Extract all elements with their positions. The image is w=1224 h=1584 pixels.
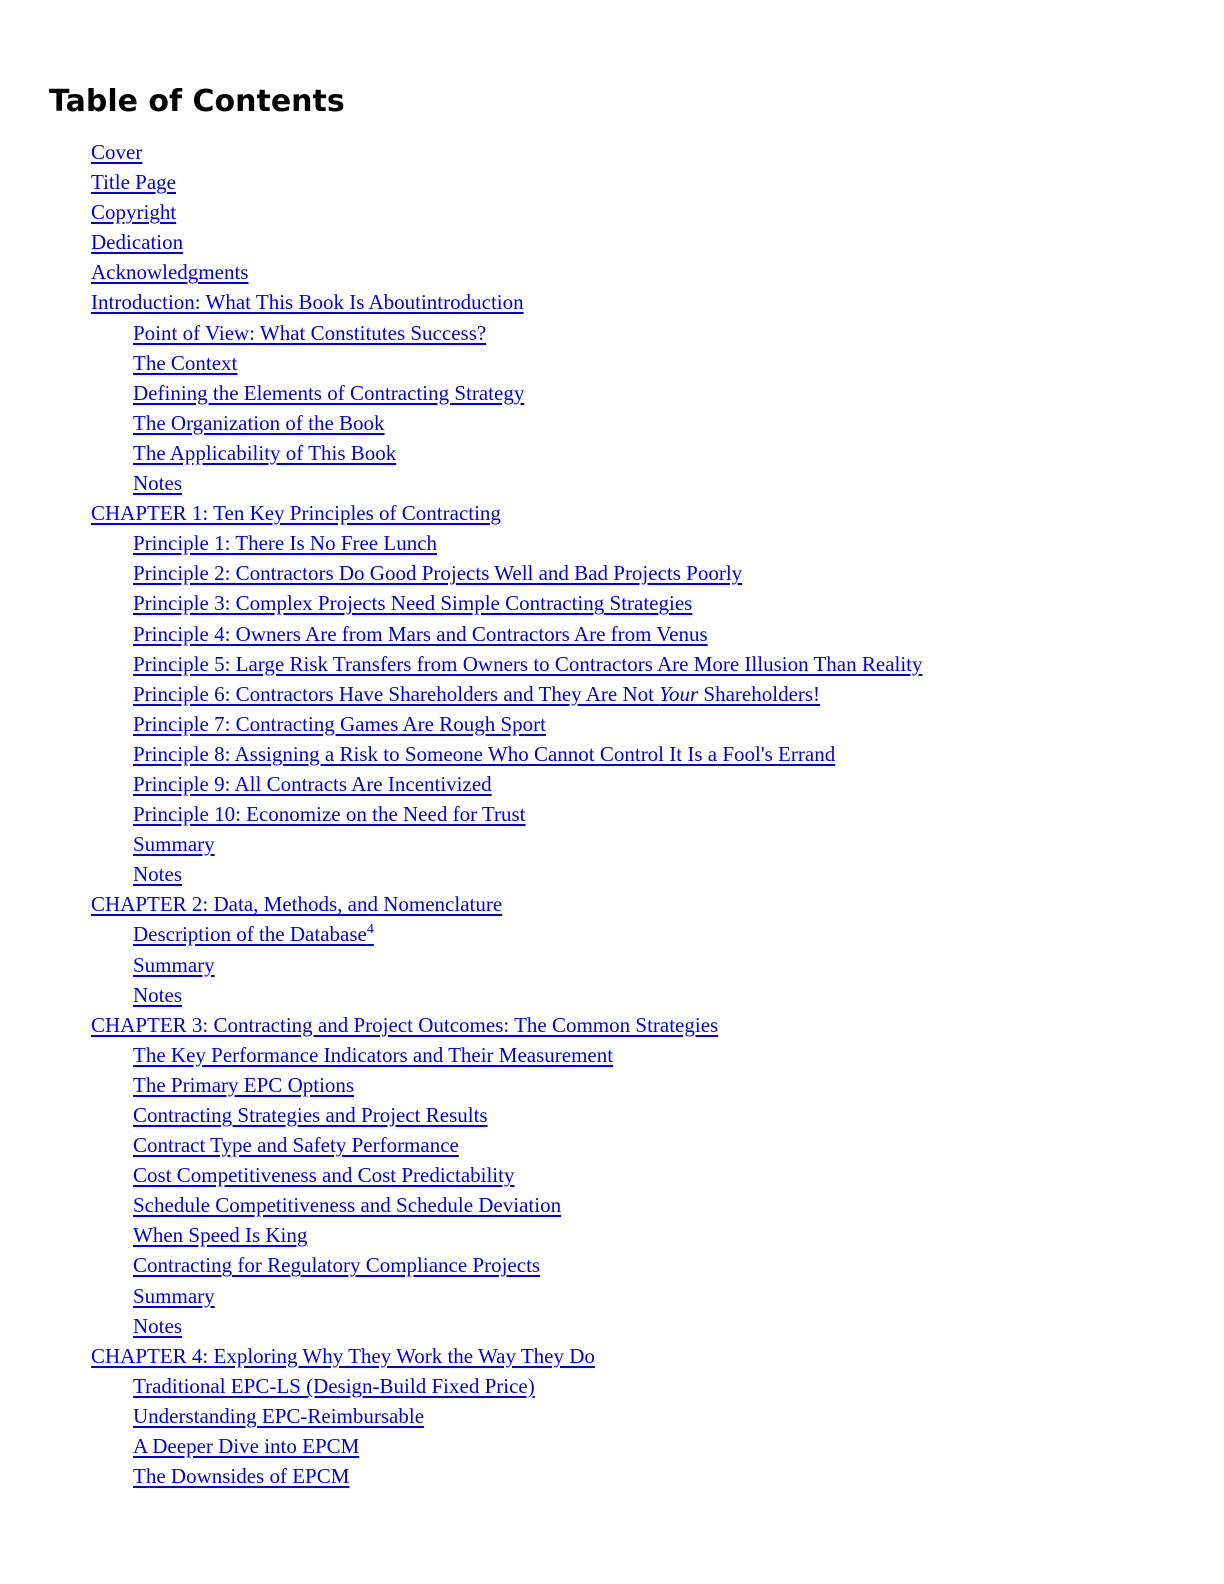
toc-link[interactable] [133,1404,424,1428]
toc-link[interactable] [133,1434,359,1458]
toc-entry-section [0,1431,923,1461]
toc-entry-section [0,1220,923,1250]
toc-link[interactable] [91,892,502,916]
toc-entry-chapter [0,167,923,197]
toc-link-text: Dedication [91,230,184,255]
toc-list [0,137,923,1491]
toc-link[interactable] [133,922,374,946]
toc-link[interactable] [133,1163,514,1187]
toc-entry-chapter [0,889,923,919]
toc-link-text: Schedule Competitiveness and Schedule Deviation [133,1193,562,1218]
toc-link[interactable] [91,501,501,525]
toc-link[interactable] [133,381,524,405]
toc-link-text: Contracting for Regulatory Compliance Projects [133,1253,541,1278]
toc-link[interactable] [133,652,923,676]
toc-link-emphasis: Your [659,681,699,706]
toc-link-text: Summary [133,952,215,977]
toc-link[interactable] [133,1073,354,1097]
toc-entry-section [0,1190,923,1220]
toc-entry-section [0,649,923,679]
toc-entry-section [0,468,923,498]
toc-entry-section [0,558,923,588]
toc-link-text: CHAPTER 3: Contracting and Project Outcomes: The Common Strategies [91,1012,719,1037]
toc-link-text: Contract Type and Safety Performance [133,1133,459,1158]
toc-entry-section [0,980,923,1010]
toc-link-text: Understanding EPC-Reimbursable [133,1403,425,1428]
toc-link[interactable] [133,321,486,345]
toc-link-text: Cost Competitiveness and Cost Predictability [133,1163,515,1188]
toc-entry-section [0,408,923,438]
toc-link[interactable] [91,170,176,194]
toc-entry-section [0,348,923,378]
toc-link[interactable] [133,1374,535,1398]
toc-link-text: A Deeper Dive into EPCM [133,1434,360,1459]
toc-link[interactable] [133,591,692,615]
toc-entry-section [0,378,923,408]
toc-link[interactable] [133,1314,182,1338]
toc-link-text: Principle 10: Economize on the Need for Trust [133,802,526,827]
toc-link-text: Traditional EPC-LS (Design-Build Fixed Price) [133,1373,535,1398]
toc-link-text: The Applicability of This Book [133,440,397,465]
toc-link-text: Point of View: What Constitutes Success? [133,320,487,345]
toc-link-text: Defining the Elements of Contracting Strategy [133,380,525,405]
toc-entry-section [0,769,923,799]
toc-link-text: Title Page [91,170,176,195]
toc-link[interactable] [91,140,142,164]
toc-entry-section [0,1070,923,1100]
toc-link[interactable] [91,260,248,284]
toc-link-text: The Primary EPC Options [133,1072,355,1097]
toc-link-text: Description of the Database [133,922,367,947]
toc-link-text: Copyright [91,200,177,225]
toc-entry-chapter [0,227,923,257]
toc-entry-section [0,1281,923,1311]
toc-entry-section [0,438,923,468]
toc-entry-chapter [0,1010,923,1040]
toc-link[interactable] [133,1253,540,1277]
toc-link[interactable] [91,200,176,224]
toc-link-text: CHAPTER 2: Data, Methods, and Nomenclature [91,892,503,917]
toc-entry-section [0,950,923,980]
toc-link[interactable] [91,1013,718,1037]
toc-entry-chapter [0,197,923,227]
toc-link[interactable] [133,1464,349,1488]
toc-entry-section [0,1040,923,1070]
toc-link[interactable] [133,531,437,555]
toc-link[interactable] [133,832,215,856]
toc-link-text: The Context [133,350,238,375]
toc-link[interactable] [133,1193,561,1217]
toc-entry-section [0,1461,923,1491]
toc-entry-section [0,528,923,558]
toc-link-text: Principle 3: Complex Projects Need Simple Contracting Strategies [133,591,693,616]
toc-link-text: When Speed Is King [133,1223,308,1248]
toc-link-text: Summary [133,1283,215,1308]
toc-link[interactable] [133,441,396,465]
toc-entry-section [0,588,923,618]
toc-link[interactable] [133,561,742,585]
toc-link-text: Principle 5: Large Risk Transfers from Owners to Contractors Are More Illusion Than Reality [133,651,923,676]
toc-entry-section [0,1100,923,1130]
toc-link-text: The Organization of the Book [133,410,385,435]
toc-link[interactable] [133,802,526,826]
toc-link-text: Summary [133,832,215,857]
toc-link-text: CHAPTER 1: Ten Key Principles of Contracting [91,501,501,526]
toc-link-text: Notes [133,1313,182,1338]
toc-entry-section [0,829,923,859]
toc-entry-chapter [0,498,923,528]
toc-link[interactable] [133,1284,215,1308]
toc-link[interactable] [133,772,492,796]
toc-link[interactable] [133,983,182,1007]
toc-link-text: Shareholders! [698,681,821,706]
toc-link[interactable] [133,953,215,977]
toc-link-text: The Downsides of EPCM [133,1464,350,1489]
toc-link[interactable] [133,471,182,495]
toc-link-text: Notes [133,862,182,887]
footnote-marker: 4 [366,922,374,938]
toc-entry-section [0,799,923,829]
toc-link-text: Cover [91,140,143,164]
toc-entry-section [0,1160,923,1190]
toc-link[interactable] [133,351,237,375]
toc-entry-chapter [0,137,923,167]
toc-entry-section [0,619,923,649]
toc-link-text: The Key Performance Indicators and Their Measurement [133,1042,614,1067]
toc-link[interactable] [133,862,182,886]
toc-entry-section [0,739,923,769]
toc-link[interactable] [133,1103,488,1127]
toc-link[interactable] [133,712,546,736]
toc-link-text: Acknowledgments [91,260,249,285]
toc-link[interactable] [91,230,183,254]
toc-link-text: Principle 4: Owners Are from Mars and Contractors Are from Venus [133,621,708,646]
toc-entry-section [0,1311,923,1341]
toc-entry-section [0,1401,923,1431]
toc-link[interactable] [133,1133,459,1157]
toc-link[interactable] [133,742,835,766]
toc-link-text: Notes [133,471,182,496]
toc-link-text: Contracting Strategies and Project Results [133,1103,488,1127]
toc-link[interactable] [133,622,708,646]
toc-link[interactable] [133,1043,613,1067]
toc-link[interactable] [91,290,524,314]
toc-link-text: Principle 8: Assigning a Risk to Someone Who Cannot Control It Is a Fool's Errand [133,741,836,766]
toc-link[interactable] [133,682,820,706]
toc-link-text: Principle 1: There Is No Free Lunch [133,531,438,556]
toc-link[interactable] [133,1223,307,1247]
toc-link-text: Principle 7: Contracting Games Are Rough Sport [133,711,546,736]
toc-link-text: Principle 2: Contractors Do Good Projects Well and Bad Projects Poorly [133,561,743,586]
toc-link-text: Introduction: What This Book Is Aboutintroduction [91,290,524,315]
toc-link-text: Principle 6: Contractors Have Shareholders and They Are Not [133,681,660,706]
toc-entry-section [0,919,923,949]
toc-link-text: Principle 9: All Contracts Are Incentivized [133,771,492,796]
toc-entry-section [0,859,923,889]
toc-entry-section [0,318,923,348]
toc-entry-chapter [0,287,923,317]
toc-entry-chapter [0,1341,923,1371]
toc-link-text: CHAPTER 4: Exploring Why They Work the Way They Do [91,1343,595,1368]
toc-entry-section [0,1250,923,1280]
toc-entry-section [0,679,923,709]
toc-link-text: Notes [133,982,182,1007]
toc-entry-section [0,1130,923,1160]
toc-link[interactable] [91,1344,595,1368]
toc-entry-section [0,709,923,739]
toc-entry-chapter [0,257,923,287]
toc-link[interactable] [133,411,385,435]
page-title: Table of Contents [49,84,345,119]
toc-entry-section [0,1371,923,1401]
